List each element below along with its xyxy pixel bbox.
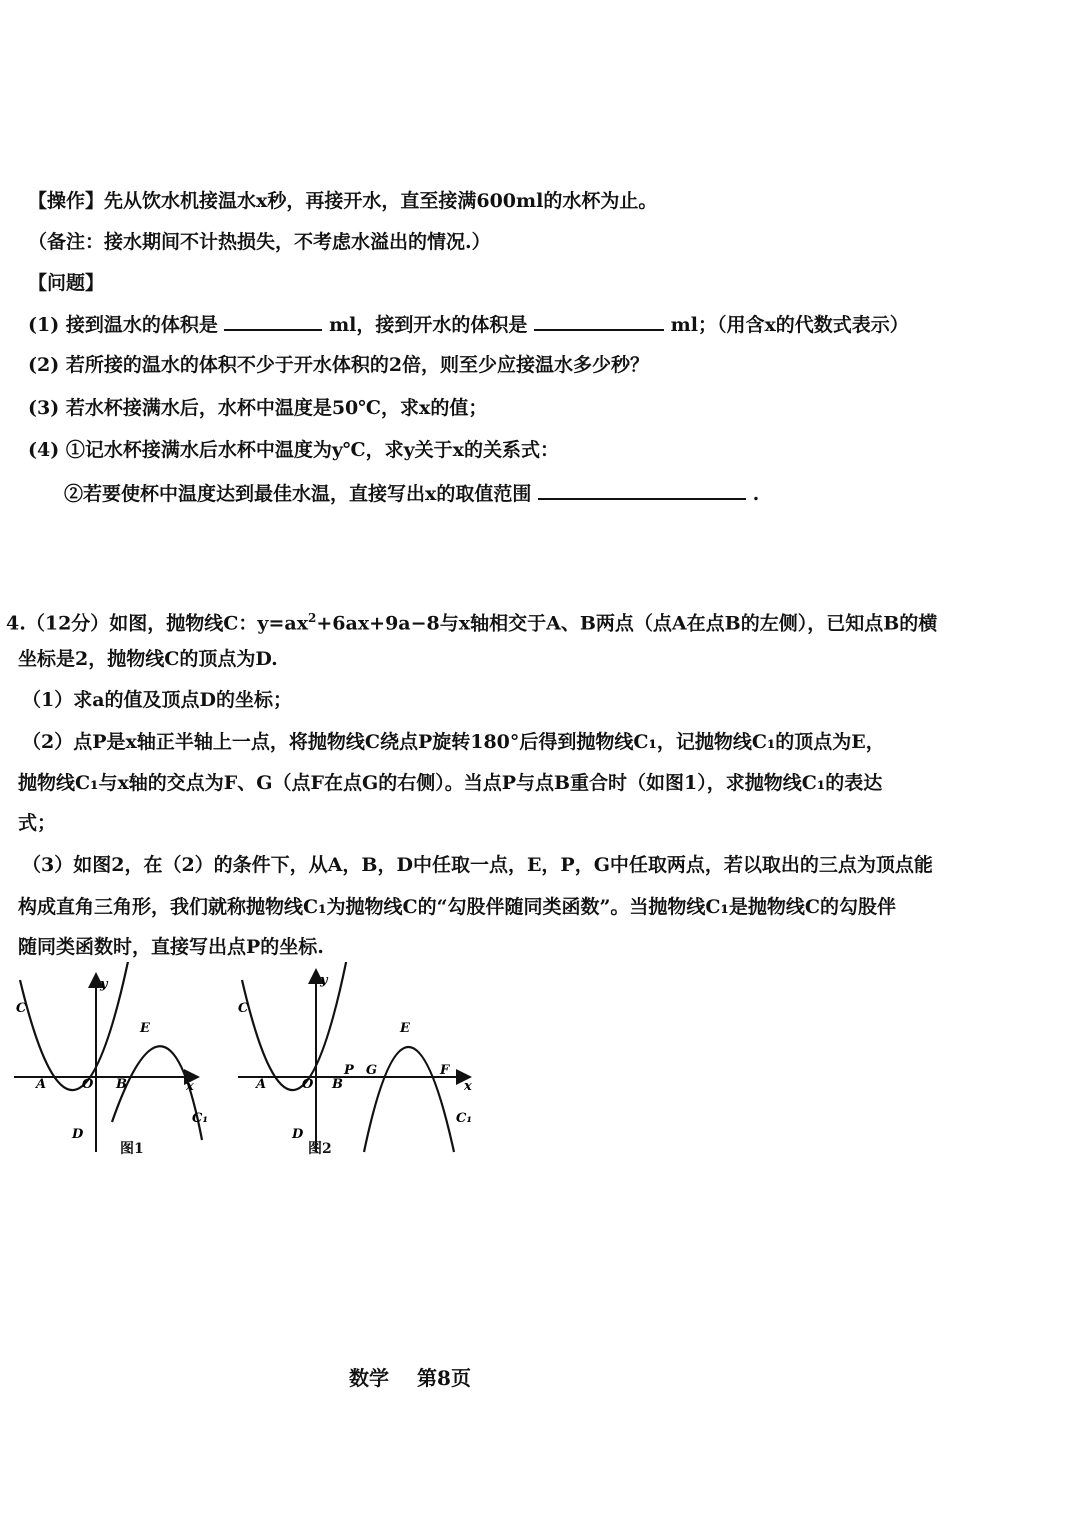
label-a: A bbox=[256, 1077, 267, 1092]
label-y: y bbox=[100, 977, 108, 992]
footer-subject: 数学 bbox=[349, 1366, 390, 1390]
operation-label: 【操作】 bbox=[28, 190, 105, 212]
question-2: (2) 若所接的温水的体积不少于开水体积的2倍，则至少应接温水多少秒？ bbox=[28, 354, 650, 376]
figure-1-caption: 图1 bbox=[120, 1141, 144, 1157]
q1-unit2: ml；（用含x的代数式表示） bbox=[670, 314, 909, 336]
q1-text: (1) 接到温水的体积是 bbox=[28, 314, 218, 336]
sub-question-3-line2: 构成直角三角形，我们就称抛物线C₁为抛物线C的“勾股伴随同类函数”。当抛物线C₁是抛物线C的勾股伴 bbox=[18, 896, 896, 918]
figure-1-graph bbox=[8, 962, 228, 1162]
problem4-text-b: +6ax+9a−8与x轴相交于A、B两点（点A在点B的左侧），已知点B的横 bbox=[316, 612, 938, 635]
parabola-c bbox=[20, 962, 134, 1090]
label-e: E bbox=[400, 1021, 410, 1036]
label-a: A bbox=[36, 1077, 47, 1092]
label-e: E bbox=[140, 1021, 150, 1036]
question-4-1: (4) ①记水杯接满水后水杯中温度为y℃，求y关于x的关系式： bbox=[28, 439, 559, 461]
sub-question-2-line3: 式； bbox=[18, 812, 57, 834]
problem-score: （12分） bbox=[25, 612, 110, 635]
problem-number: 4. bbox=[6, 612, 26, 635]
label-x: x bbox=[186, 1079, 194, 1094]
operation-text: 先从饮水机接温水x秒，再接开水，直至接满600ml的水杯为止。 bbox=[104, 190, 658, 212]
label-o: O bbox=[82, 1077, 94, 1092]
answer-blank-3[interactable] bbox=[538, 480, 746, 500]
label-c1: C₁ bbox=[192, 1111, 209, 1126]
answer-blank-1[interactable] bbox=[224, 311, 322, 331]
footer-page-number: 第8页 bbox=[417, 1366, 471, 1390]
label-b: B bbox=[332, 1077, 343, 1092]
label-f: F bbox=[440, 1063, 450, 1078]
figure-2 bbox=[232, 962, 482, 1162]
operation-line bbox=[28, 188, 657, 214]
question-1 bbox=[28, 311, 909, 338]
label-o: O bbox=[302, 1077, 314, 1092]
question-4-2 bbox=[64, 480, 759, 507]
parabola-c bbox=[242, 962, 352, 1090]
label-c: C bbox=[16, 1001, 27, 1016]
sub-question-3-line3: 随同类函数时，直接写出点P的坐标. bbox=[18, 936, 324, 958]
q1-unit1: ml，接到开水的体积是 bbox=[329, 314, 528, 336]
label-b: B bbox=[116, 1077, 127, 1092]
sub-question-2-line2: 抛物线C₁与x轴的交点为F、G（点F在点G的右侧）。当点P与点B重合时（如图1），求抛物线C₁的表达 bbox=[18, 772, 883, 794]
question-3: (3) 若水杯接满水后，水杯中温度是50℃，求x的值； bbox=[28, 397, 488, 419]
label-c1: C₁ bbox=[456, 1111, 473, 1126]
figure-2-caption: 图2 bbox=[308, 1141, 332, 1157]
questions-label: 【问题】 bbox=[28, 272, 105, 294]
label-c: C bbox=[238, 1001, 249, 1016]
sub-question-1: （1）求a的值及顶点D的坐标； bbox=[22, 689, 293, 711]
figure-2-graph bbox=[232, 962, 482, 1162]
figure-1 bbox=[8, 962, 228, 1162]
sub-question-3-line1: （3）如图2，在（2）的条件下，从A，B，D中任取一点，E，P，G中任取两点，若以取出的三点为顶点能 bbox=[22, 854, 933, 876]
problem4-line1 bbox=[6, 605, 937, 636]
q4-2-text: ②若要使杯中温度达到最佳水温，直接写出x的取值范围 bbox=[64, 483, 532, 505]
problem4-line2: 坐标是2，抛物线C的顶点为D. bbox=[18, 648, 278, 670]
label-p: P bbox=[344, 1063, 354, 1078]
sub-question-2-line1: （2）点P是x轴正半轴上一点，将抛物线C绕点P旋转180°后得到抛物线C₁，记抛物线C₁的顶点为E， bbox=[22, 731, 885, 753]
label-d: D bbox=[72, 1127, 84, 1142]
label-d: D bbox=[292, 1127, 304, 1142]
page-footer bbox=[0, 1362, 820, 1391]
answer-blank-2[interactable] bbox=[534, 311, 664, 331]
note-line: （备注：接水期间不计热损失，不考虑水溢出的情况.） bbox=[28, 231, 491, 253]
label-y: y bbox=[320, 973, 328, 988]
exponent: 2 bbox=[308, 611, 317, 625]
label-g: G bbox=[366, 1063, 378, 1078]
label-x: x bbox=[464, 1079, 472, 1094]
problem4-text-a: 如图，抛物线C：y=ax bbox=[109, 612, 309, 635]
q4-2-end: . bbox=[752, 483, 760, 505]
